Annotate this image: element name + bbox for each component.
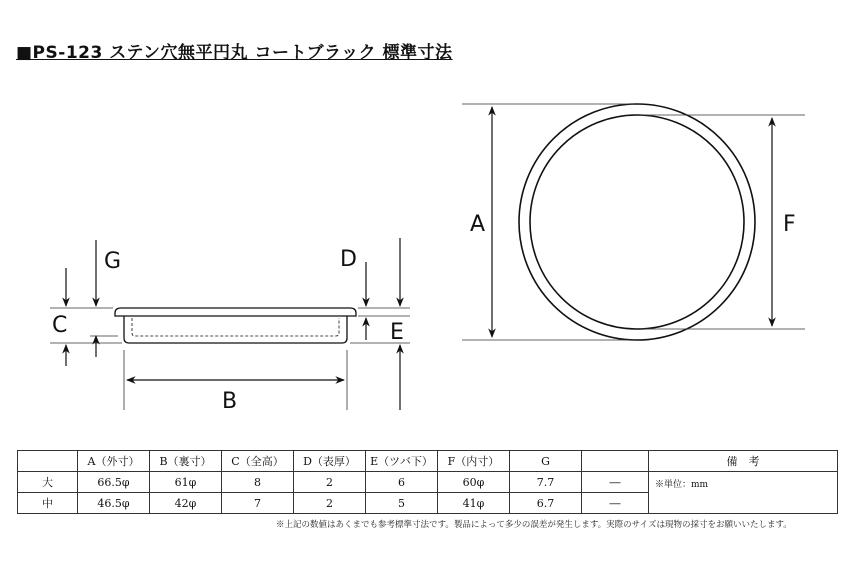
c-cell: 7 xyxy=(222,493,294,514)
header-cell: B（裏寸） xyxy=(150,451,222,472)
size-cell: 中 xyxy=(18,493,78,514)
d-cell: 2 xyxy=(294,472,366,493)
e-cell: 5 xyxy=(366,493,438,514)
a-cell: 66.5φ xyxy=(78,472,150,493)
f-cell: 41φ xyxy=(438,493,510,514)
g-cell: 7.7 xyxy=(510,472,582,493)
flange-outline xyxy=(115,308,356,316)
table-header-row xyxy=(18,451,838,472)
header-cell xyxy=(18,451,78,472)
spec-table xyxy=(17,450,838,514)
label-b: B xyxy=(222,389,238,414)
header-cell xyxy=(582,451,649,472)
d-cell: 2 xyxy=(294,493,366,514)
label-a: A xyxy=(470,212,486,237)
footnote: ※上記の数値はあくまでも参考標準寸法です。製品によって多少の誤差が発生します。実際のサイズは現物の採寸をお願いいたします。 xyxy=(276,520,792,530)
label-f: F xyxy=(783,212,796,237)
header-cell: 備 考 xyxy=(649,451,838,472)
header-cell: G xyxy=(510,451,582,472)
header-cell: A（外寸） xyxy=(78,451,150,472)
g-cell: 6.7 xyxy=(510,493,582,514)
f-cell: 60φ xyxy=(438,472,510,493)
c-cell: 8 xyxy=(222,472,294,493)
dash-cell: ― xyxy=(582,472,649,493)
size-cell: 大 xyxy=(18,472,78,493)
b-cell: 61φ xyxy=(150,472,222,493)
inner-dashed-outline xyxy=(132,318,339,336)
body-outline xyxy=(124,316,347,343)
table-row xyxy=(18,472,838,493)
header-cell: D（表厚） xyxy=(294,451,366,472)
b-cell: 42φ xyxy=(150,493,222,514)
header-cell: E（ツバ下） xyxy=(366,451,438,472)
label-g: G xyxy=(104,249,122,274)
top-view xyxy=(519,104,755,340)
header-cell: C（全高） xyxy=(222,451,294,472)
header-cell: F（内寸） xyxy=(438,451,510,472)
label-c: C xyxy=(52,313,68,338)
label-d: D xyxy=(340,247,357,272)
e-cell: 6 xyxy=(366,472,438,493)
inner-circle xyxy=(530,115,744,329)
label-e: E xyxy=(390,320,404,345)
dash-cell: ― xyxy=(582,493,649,514)
a-cell: 46.5φ xyxy=(78,493,150,514)
top-extension-lines xyxy=(462,104,805,340)
outer-circle xyxy=(519,104,755,340)
remarks-cell: ※単位：mm xyxy=(649,472,838,514)
side-view xyxy=(115,308,356,343)
page-title: ■PS-123 ステン穴無平円丸 コートブラック 標準寸法 xyxy=(16,43,453,63)
